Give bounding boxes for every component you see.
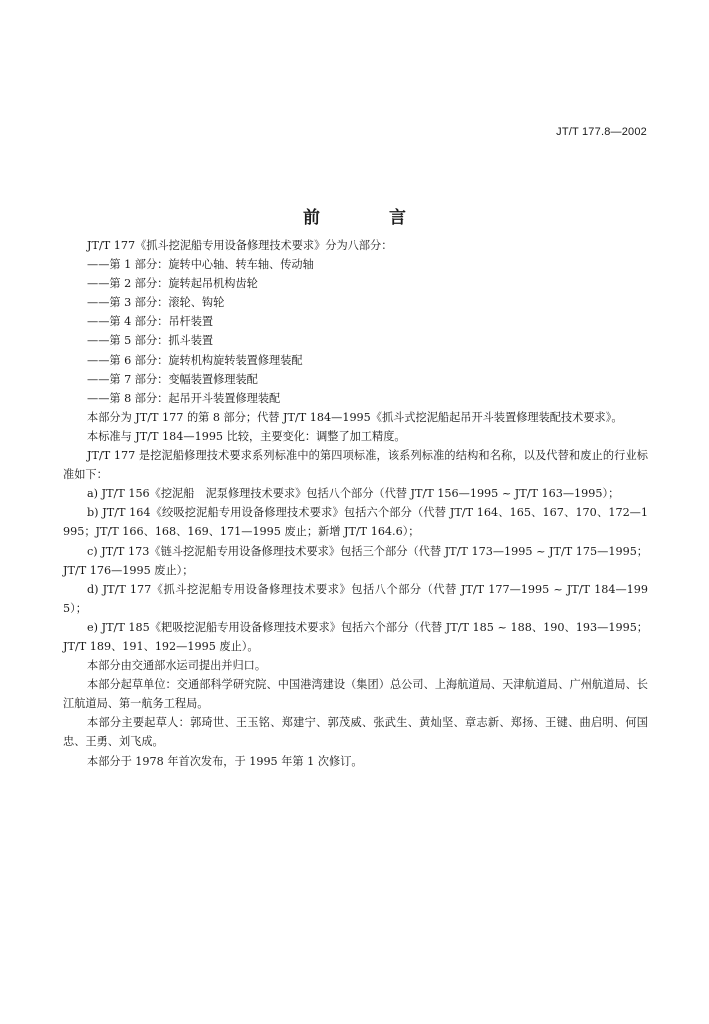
paragraph-changes: 本标准与 JT/T 184—1995 比较，主要变化：调整了加工精度。: [87, 429, 406, 443]
paragraph-history: 本部分于 1978 年首次发布，于 1995 年第 1 次修订。: [87, 754, 363, 768]
list-item-part-3: ——第 3 部分：滚轮、钩轮: [87, 296, 225, 310]
list-item-part-5: ——第 5 部分：抓斗装置: [87, 334, 214, 348]
list-item-part-6: ——第 6 部分：旋转机构旋转装置修理装配: [87, 353, 303, 367]
list-item-part-1: ——第 1 部分：旋转中心轴、转车轴、传动轴: [87, 258, 314, 272]
paragraph-intro: JT/T 177《抓斗挖泥船专用设备修理技术要求》分为八部分：: [87, 239, 393, 252]
list-item-part-4: ——第 4 部分：吊杆装置: [87, 315, 214, 329]
paragraph-drafting-units: 本部分起草单位：交通部科学研究院、中国港湾建设（集团）总公司、上海航道局、天津航道局、广州航道局、长江航道局、第一航务工程局。: [63, 678, 648, 711]
paragraph-proposer: 本部分由交通部水运司提出并归口。: [87, 659, 267, 673]
paragraph-series: JT/T 177 是挖泥船修理技术要求系列标准中的第四项标准，该系列标准的结构和名称，以及代替和废止的行业标准如下：: [63, 449, 648, 482]
list-item-part-2: ——第 2 部分：旋转起吊机构齿轮: [87, 277, 258, 291]
foreword-body: [63, 236, 648, 771]
list-item-part-8: ——第 8 部分：起吊开斗装置修理装配: [87, 391, 281, 405]
list-item-d: d) JT/T 177《抓斗挖泥船专用设备修理技术要求》包括八个部分（代替 JT/T 177—1995 ~ JT/T 184—1995）；: [63, 582, 648, 615]
list-item-a: a) JT/T 156《挖泥船 泥泵修理技术要求》包括八个部分（代替 JT/T 156—1995 ~ JT/T 163—1995）；: [87, 487, 620, 501]
paragraph-drafters: 本部分主要起草人：郭琦世、王玉铭、郑建宁、郭茂威、张武生、黄灿坚、章志新、郑扬、王键、曲启明、何国忠、王勇、刘飞成。: [63, 716, 648, 749]
list-item-b: b) JT/T 164《绞吸挖泥船专用设备修理技术要求》包括六个部分（代替 JT/T 164、165、167、170、172—1995；JT/T 166、168、169、171—1995 废止；新增 JT/T 164.6）；: [63, 506, 648, 539]
list-item-c: c) JT/T 173《链斗挖泥船专用设备修理技术要求》包括三个部分（代替 JT/T 173—1995 ~ JT/T 175—1995；JT/T 176—1995 废止）；: [63, 544, 648, 577]
list-item-e: e) JT/T 185《耙吸挖泥船专用设备修理技术要求》包括六个部分（代替 JT/T 185 ~ 188、190、193—1995；JT/T 189、191、192—1995 废止）。: [63, 620, 648, 653]
list-item-part-7: ——第 7 部分：变幅装置修理装配: [87, 372, 258, 386]
standard-code: JT/T 177.8—2002: [556, 126, 647, 138]
page-title: 前 言: [303, 208, 432, 228]
paragraph-replaces: 本部分为 JT/T 177 的第 8 部分；代替 JT/T 184—1995《抓斗式挖泥船起吊开斗装置修理装配技术要求》。: [87, 410, 623, 424]
